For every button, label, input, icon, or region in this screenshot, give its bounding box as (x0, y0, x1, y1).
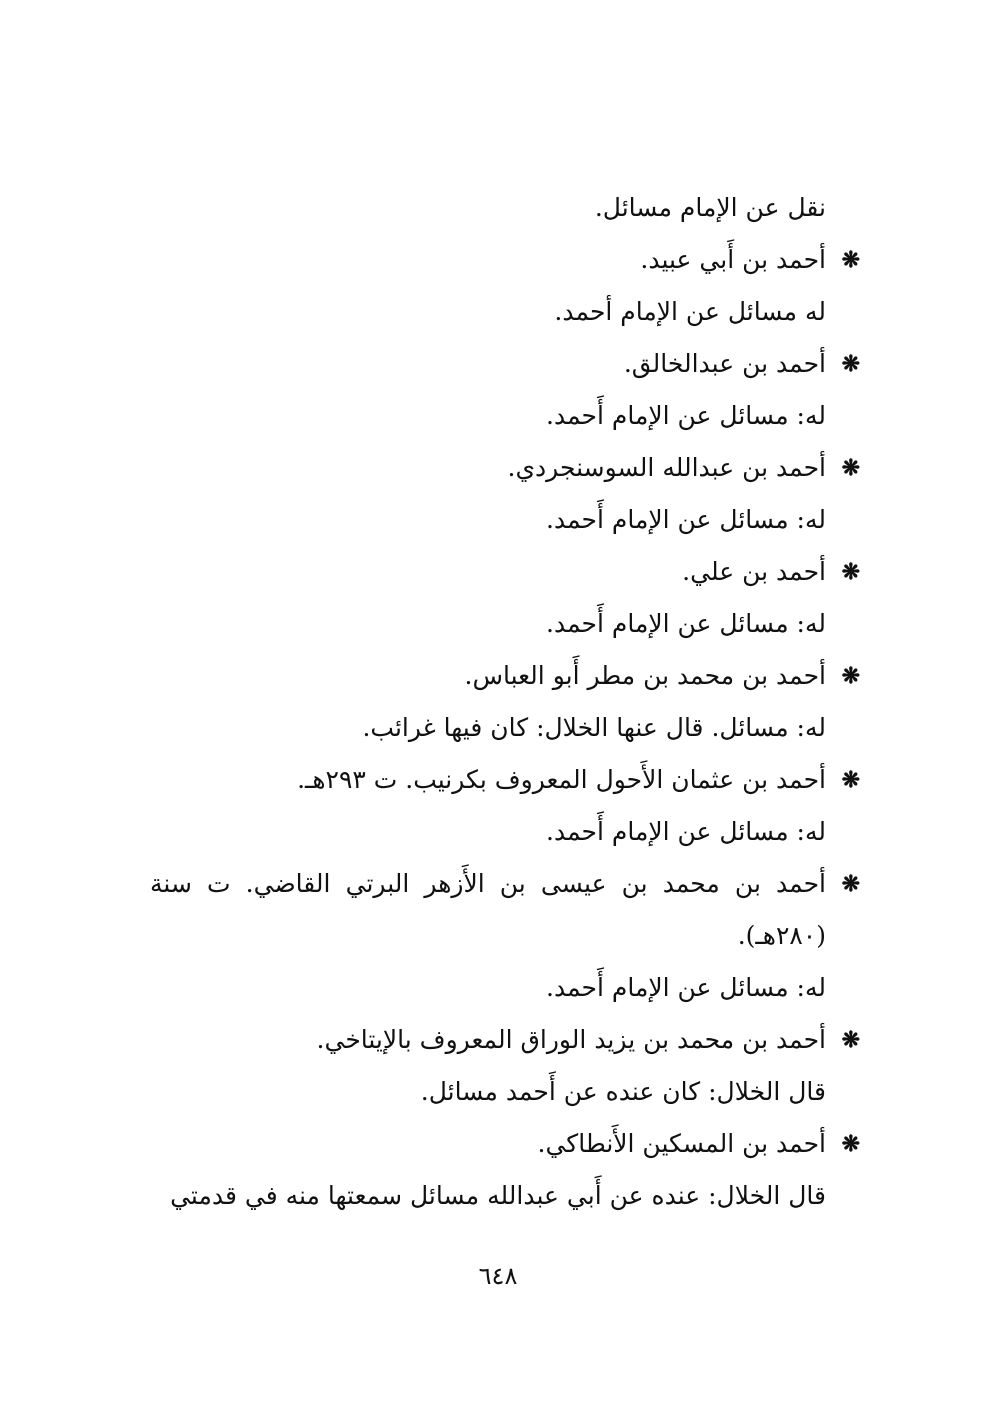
entry-heading (150, 858, 860, 962)
line-text: له: مسائل. قال عنها الخلال: كان فيها غرائب. (362, 713, 826, 742)
line-text: له: مسائل عن الإمام أَحمد. (546, 609, 826, 638)
asterisk-bullet-icon: ❋ (841, 247, 860, 273)
line-text: له: مسائل عن الإمام أَحمد. (546, 973, 826, 1002)
page-number: ٦٤٨ (478, 1262, 518, 1290)
entry-heading (150, 650, 860, 702)
detail-line (150, 286, 826, 338)
entry-name: أحمد بن عبدالله السوسنجردي. (507, 453, 826, 482)
asterisk-bullet-icon: ❋ (841, 559, 860, 585)
detail-line (150, 806, 826, 858)
entry-name: أحمد بن المسكين الأَنطاكي. (537, 1129, 826, 1158)
entry-heading (150, 754, 860, 806)
asterisk-bullet-icon: ❋ (841, 871, 860, 897)
detail-line (150, 182, 826, 234)
entry-heading (150, 234, 860, 286)
line-text: قال الخلال: عنده عن أَبي عبدالله مسائل سمعتها منه في قدمتي (170, 1181, 826, 1210)
entry-heading (150, 546, 860, 598)
entry-name: أحمد بن أَبي عبيد. (640, 245, 826, 274)
asterisk-bullet-icon: ❋ (841, 1027, 860, 1053)
line-text: قال الخلال: كان عنده عن أَحمد مسائل. (420, 1077, 826, 1106)
page-body (150, 182, 860, 1222)
line-text: له: مسائل عن الإمام أَحمد. (546, 505, 826, 534)
detail-line (150, 1066, 826, 1118)
asterisk-bullet-icon: ❋ (841, 767, 860, 793)
line-text: له: مسائل عن الإمام أَحمد. (546, 401, 826, 430)
entry-name: أحمد بن عبدالخالق. (623, 349, 826, 378)
asterisk-bullet-icon: ❋ (841, 663, 860, 689)
detail-line (150, 702, 826, 754)
line-text: نقل عن الإمام مسائل. (594, 193, 826, 222)
entry-name: أحمد بن محمد بن مطر أَبو العباس. (464, 661, 826, 690)
detail-line (150, 494, 826, 546)
entry-name: أحمد بن علي. (682, 557, 826, 586)
entry-heading (150, 442, 860, 494)
entry-heading (150, 1118, 860, 1170)
detail-line (150, 1170, 826, 1222)
asterisk-bullet-icon: ❋ (841, 1131, 860, 1157)
line-text: له: مسائل عن الإمام أَحمد. (546, 817, 826, 846)
detail-line (150, 962, 826, 1014)
entry-heading (150, 1014, 860, 1066)
entry-name: أحمد بن محمد بن عيسى بن الأَزهر البرتي القاضي. ت سنة (٢٨٠هـ). (150, 869, 826, 950)
line-text: له مسائل عن الإمام أحمد. (554, 297, 826, 326)
entry-heading (150, 338, 860, 390)
entry-name: أحمد بن محمد بن يزيد الوراق المعروف بالإيتاخي. (316, 1025, 826, 1054)
detail-line (150, 390, 826, 442)
entry-name: أحمد بن عثمان الأَحول المعروف بكرنيب. ت ٢٩٣هـ. (297, 765, 826, 794)
asterisk-bullet-icon: ❋ (841, 455, 860, 481)
detail-line (150, 598, 826, 650)
asterisk-bullet-icon: ❋ (841, 351, 860, 377)
